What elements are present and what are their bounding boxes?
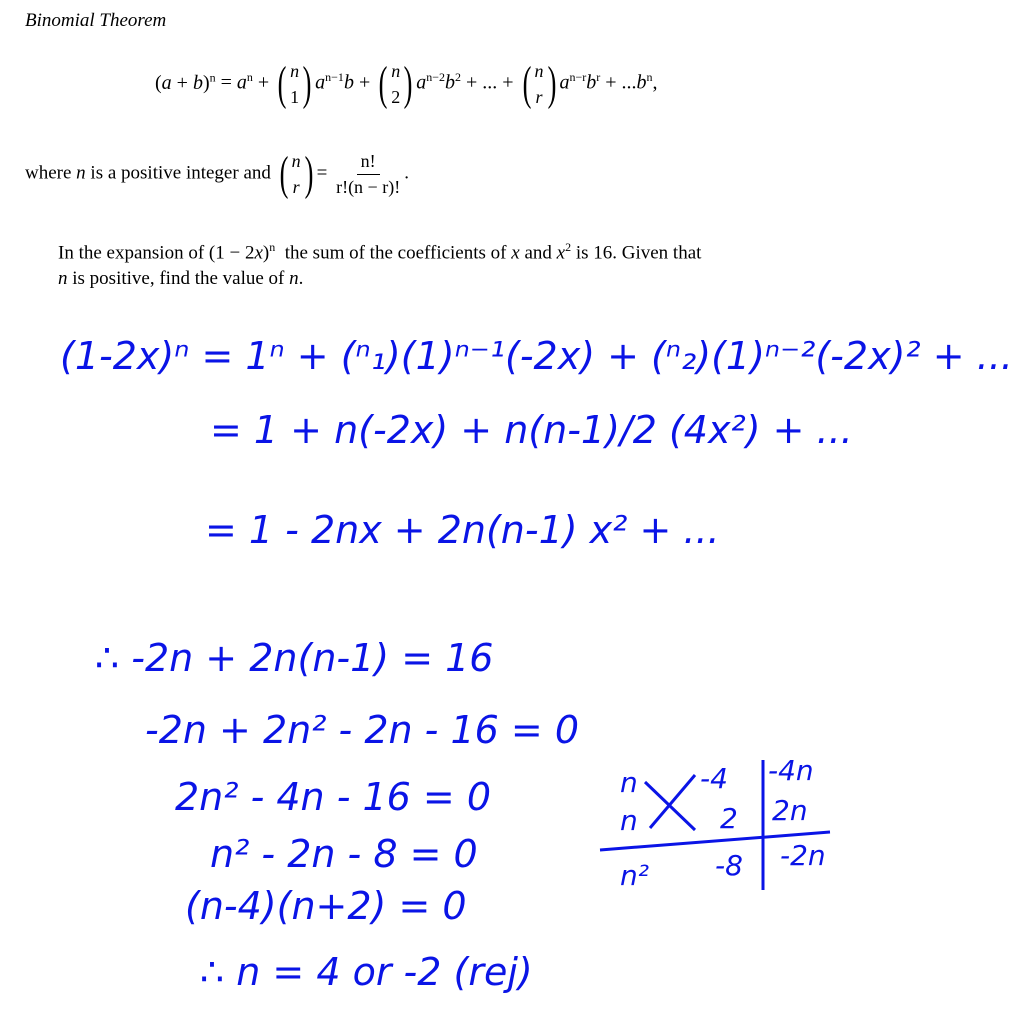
handwritten-line-1: (1-2x)ⁿ = 1ⁿ + (ⁿ₁)(1)ⁿ⁻¹(-2x) + (ⁿ₂)(1)ⁿ⁻²(-2x)² + ... (60, 334, 1013, 378)
question-line-1: In the expansion of $(1 - 2x)^n$ the sum of the coefficients of x and $x^2$ is 16. Given that (58, 240, 702, 264)
cross-right-bottom: 2 (720, 802, 738, 835)
handwritten-line-6: 2n² - 4n - 16 = 0 (175, 775, 492, 819)
cross-bottom-right: -2n (780, 839, 826, 872)
binom-n-1: n 1 (290, 61, 300, 107)
cross-left-bottom: n (620, 804, 638, 837)
binomial-formula: $(a + b)^n = a^n$ + ( n 1 ) $a^{n-1}b$ + ( n 2 ) $a^{n-2}b^2$ + ... + ( n r ) $a^{n-r}b^r + ...b^n$, (155, 57, 658, 110)
binom-fraction: $\frac{n!}{r!(n - r)!}$ (336, 150, 401, 197)
where-clause: where n is a positive integer and ( n r ) = $\frac{n!}{r!(n - r)!}$ . (25, 147, 409, 200)
handwritten-line-5: -2n + 2n² - 2n - 16 = 0 (145, 708, 579, 752)
binom-n-r: n r (534, 61, 544, 107)
binom-n-2: n 2 (391, 61, 401, 107)
question-line-2: n is positive, find the value of n. (58, 268, 304, 289)
cross-line-b (650, 775, 695, 828)
formula-lhs: $(a + b)^n$ (155, 69, 216, 94)
handwritten-line-4: ∴ -2n + 2n(n-1) = 16 (95, 636, 494, 680)
cross-right-top: -4 (700, 762, 728, 795)
cross-far-top: -4n (768, 754, 814, 787)
handwritten-line-7: n² - 2n - 8 = 0 (210, 832, 478, 876)
binom-definition: n r (291, 151, 301, 197)
cross-left-top: n (620, 766, 638, 799)
cross-bottom-mid: -8 (715, 849, 743, 882)
cross-far-bottom: 2n (772, 794, 808, 827)
handwritten-line-9: ∴ n = 4 or -2 (rej) (200, 950, 533, 994)
handwritten-line-2: = 1 + n(-2x) + n(n-1)/2 (4x²) + ... (210, 408, 853, 452)
handwritten-line-3: = 1 - 2nx + 2n(n-1) x² + ... (205, 508, 720, 552)
cross-bottom-left: n² (620, 859, 649, 892)
page-title: Binomial Theorem (25, 10, 167, 31)
handwritten-line-8: (n-4)(n+2) = 0 (185, 884, 467, 928)
cross-method-diagram (590, 750, 850, 900)
